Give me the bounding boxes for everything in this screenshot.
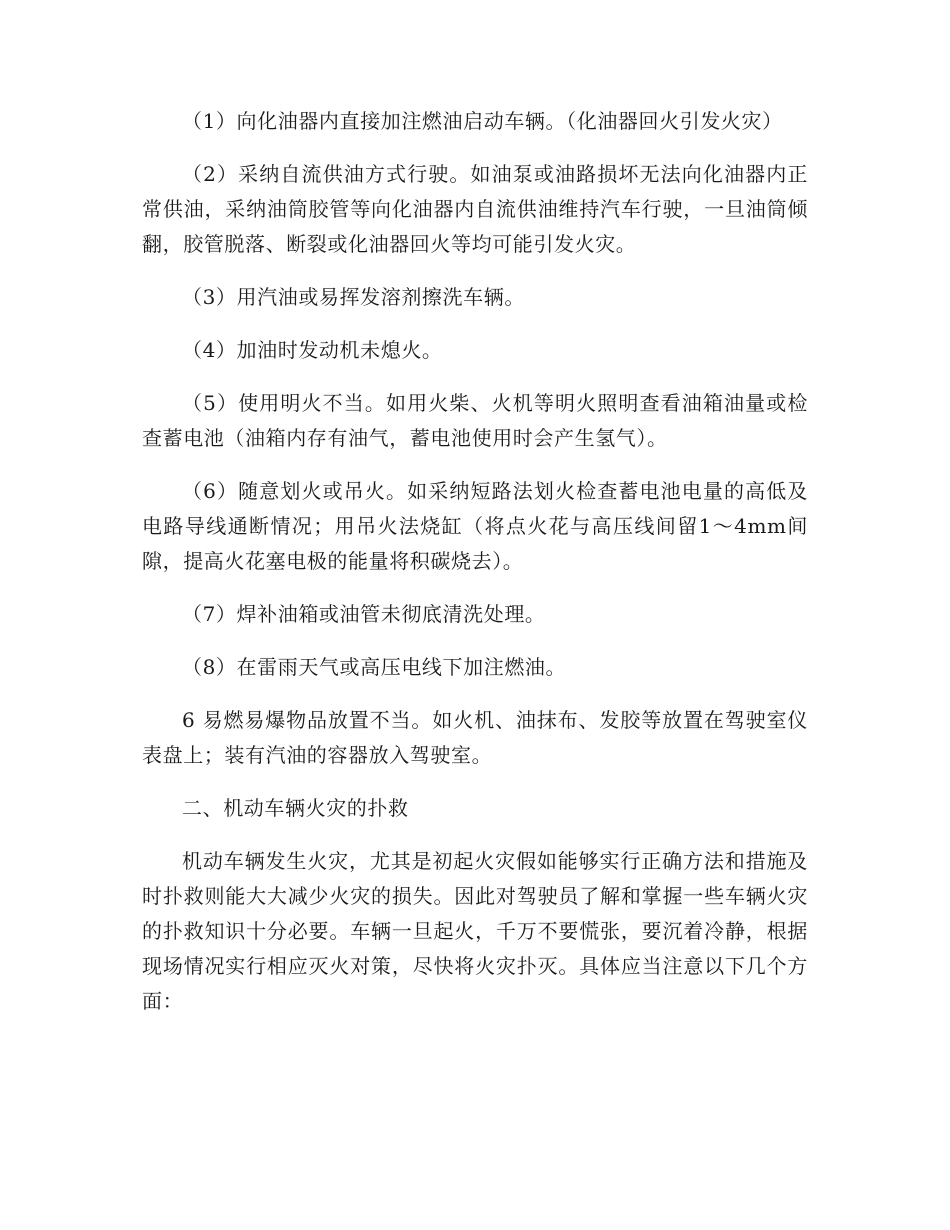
paragraph-9: 6 易燃易爆物品放置不当。如火机、油抹布、发胶等放置在驾驶室仪表盘上；装有汽油的容器放入驾驶室。 — [142, 708, 808, 767]
paragraph-3: （3）用汽油或易挥发溶剂擦洗车辆。 — [182, 285, 525, 309]
paragraph-11: 机动车辆发生火灾，尤其是初起火灾假如能够实行正确方法和措施及时扑救则能大大减少火灾的损失。因此对驾驶员了解和掌握一些车辆火灾的扑救知识十分必要。车辆一旦起火，千万不要慌张，要沉着冷静，根据现场情况实行相应灭火对策，尽快将火灾扑灭。具体应当注意以下几个方面： — [142, 849, 808, 1013]
paragraph-6: （6）随意划火或吊火。如采纳短路法划火检查蓄电池电量的高低及电路导线通断情况；用吊火法烧缸（将点火花与高压线间留1～4mm间隙，提高火花塞电极的能量将积碳烧去）。 — [142, 479, 808, 573]
paragraph-8: （8）在雷雨天气或高压电线下加注燃油。 — [182, 655, 567, 679]
section-heading: 二、机动车辆火灾的扑救 — [182, 796, 409, 820]
paragraph-4: （4）加油时发动机未熄火。 — [182, 338, 443, 362]
paragraph-1: （1）向化油器内直接加注燃油启动车辆。（化油器回火引发火灾） — [182, 109, 783, 133]
paragraph-7: （7）焊补油箱或油管未彻底清洗处理。 — [182, 602, 546, 626]
paragraph-2: （2）采纳自流供油方式行驶。如油泵或油路损坏无法向化油器内正常供油，采纳油筒胶管等向化油器内自流供油维持汽车行驶，一旦油筒倾翻，胶管脱落、断裂或化油器回火等均可能引发火灾。 — [142, 162, 808, 256]
paragraph-5: （5）使用明火不当。如用火柴、火机等明火照明查看油箱油量或检查蓄电池（油箱内存有油气，蓄电池使用时会产生氢气）。 — [142, 391, 808, 450]
document-body — [142, 104, 808, 1019]
